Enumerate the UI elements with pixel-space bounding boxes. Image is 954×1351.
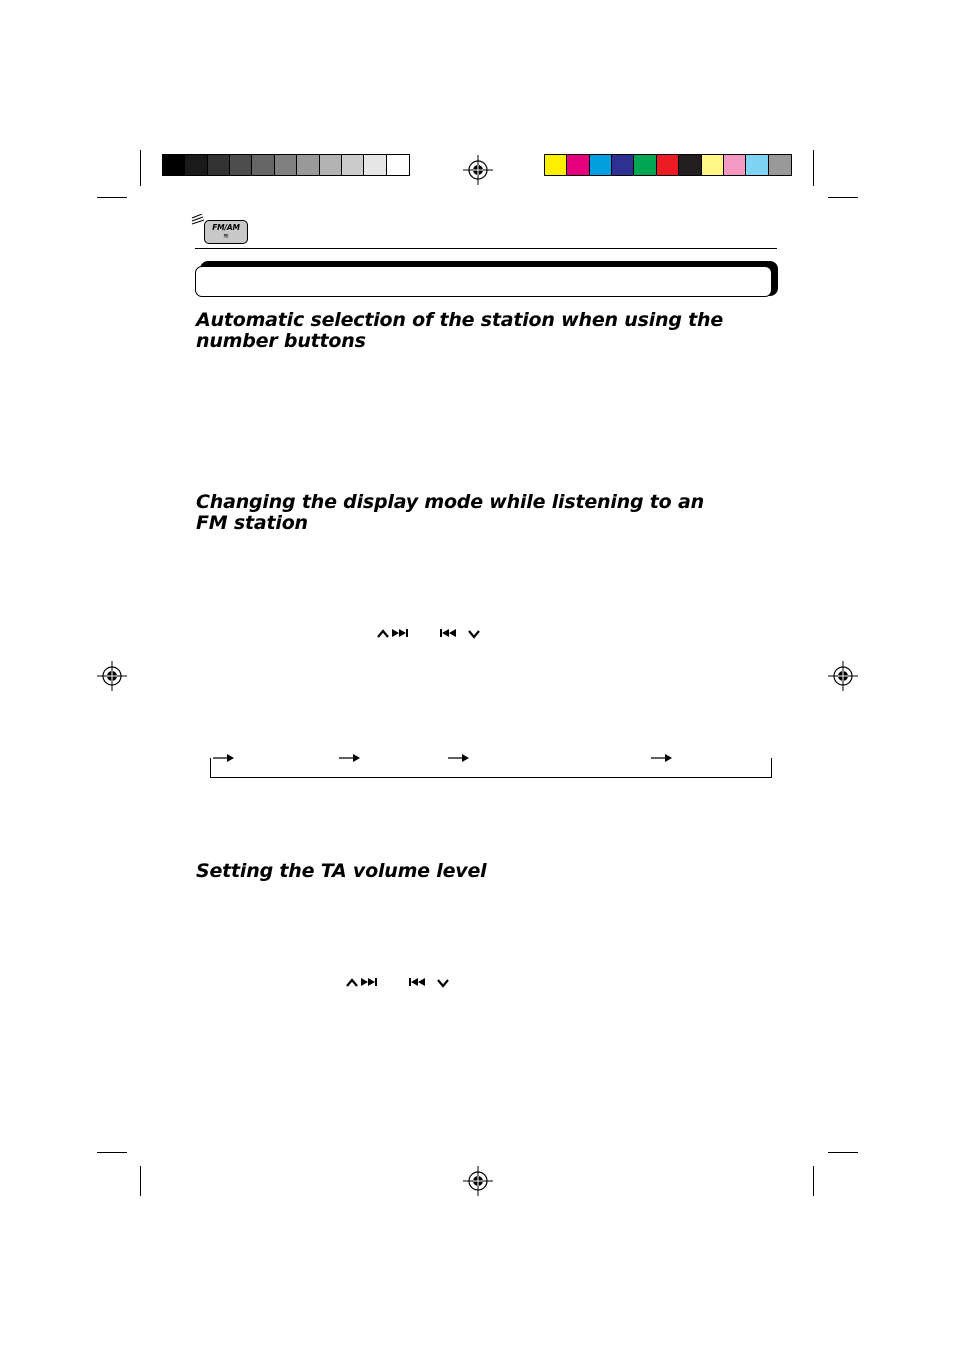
- color-swatch: [612, 155, 634, 175]
- radio-wave-icon: [191, 214, 205, 226]
- color-swatch: [679, 155, 701, 175]
- fm-am-badge: [204, 220, 248, 244]
- grayscale-swatch: [297, 155, 319, 175]
- section-heading-display-mode: Changing the display mode while listening to an FM station: [196, 491, 704, 534]
- grayscale-swatch: [342, 155, 364, 175]
- grayscale-registration-bar: [162, 154, 410, 176]
- color-swatch: [657, 155, 679, 175]
- grayscale-swatch: [275, 155, 297, 175]
- grayscale-swatch: [208, 155, 230, 175]
- header-rule: [195, 248, 777, 249]
- color-swatch: [746, 155, 768, 175]
- grayscale-swatch: [387, 155, 409, 175]
- color-swatch: [590, 155, 612, 175]
- registration-target-icon: [463, 1166, 493, 1196]
- crop-mark: [140, 1166, 141, 1196]
- registration-target-icon: [463, 155, 493, 185]
- up-button-icon: [377, 626, 417, 643]
- color-swatch: [769, 155, 791, 175]
- color-swatch: [702, 155, 724, 175]
- fm-am-badge-label: FM/AM: [212, 223, 240, 232]
- color-swatch: [567, 155, 589, 175]
- color-registration-bar: [544, 154, 792, 176]
- down-button-icon: [439, 626, 483, 643]
- display-mode-cycle-diagram: [210, 758, 772, 778]
- arrow-right-icon: [448, 753, 470, 763]
- grayscale-swatch: [185, 155, 207, 175]
- color-swatch: [545, 155, 567, 175]
- color-swatch: [724, 155, 746, 175]
- crop-mark: [97, 197, 127, 198]
- crop-mark: [828, 197, 858, 198]
- down-button-icon: [408, 975, 452, 992]
- registration-target-icon: [828, 661, 858, 691]
- section-heading-ta-volume: Setting the TA volume level: [196, 860, 487, 882]
- arrow-right-icon: [213, 753, 235, 763]
- grayscale-swatch: [230, 155, 252, 175]
- arrow-right-icon: [651, 753, 673, 763]
- wave-symbol-icon: ≋: [223, 232, 229, 240]
- title-panel: [195, 266, 772, 297]
- crop-mark: [813, 150, 814, 186]
- grayscale-swatch: [163, 155, 185, 175]
- up-button-icon: [346, 975, 386, 992]
- arrow-right-icon: [339, 753, 361, 763]
- color-swatch: [634, 155, 656, 175]
- crop-mark: [828, 1152, 858, 1153]
- crop-mark: [140, 150, 141, 186]
- section-heading-auto-select: Automatic selection of the station when using the number buttons: [196, 309, 724, 352]
- crop-mark: [813, 1166, 814, 1196]
- grayscale-swatch: [252, 155, 274, 175]
- grayscale-swatch: [364, 155, 386, 175]
- registration-target-icon: [97, 661, 127, 691]
- crop-mark: [97, 1152, 127, 1153]
- grayscale-swatch: [320, 155, 342, 175]
